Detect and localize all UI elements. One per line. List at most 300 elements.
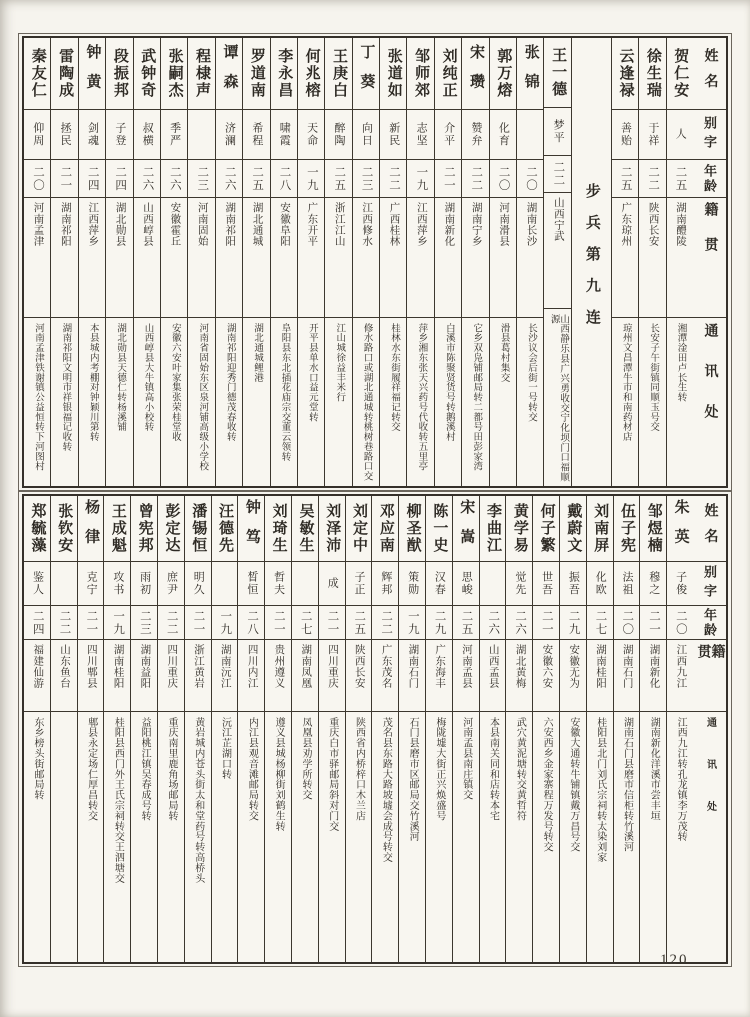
origin-cell-text: 湖南桂阳 bbox=[112, 644, 124, 689]
courtesy-cell-text: 攻书 bbox=[111, 571, 124, 596]
contact-cell-text: 河南孟县南庄镇交 bbox=[460, 717, 472, 801]
contact-cell bbox=[614, 712, 640, 962]
contact-cell bbox=[435, 318, 461, 486]
courtesy-cell bbox=[667, 562, 693, 606]
origin-cell-text: 四川内江 bbox=[246, 644, 258, 689]
row-header-courtesy-label: 别字 bbox=[702, 115, 717, 154]
name-cell-text: 伍子宪 bbox=[619, 503, 635, 554]
name-cell bbox=[667, 496, 693, 562]
name-cell bbox=[238, 496, 264, 562]
contact-cell-text: 茂名县东路大路坡墟会成号转交 bbox=[380, 717, 392, 863]
origin-cell bbox=[79, 198, 105, 318]
age-cell-text: 二三 bbox=[138, 609, 151, 636]
contact-cell bbox=[667, 712, 693, 962]
name-cell-text: 王庚白 bbox=[331, 48, 347, 99]
contact-cell-text: 湖北通城鲤港 bbox=[252, 323, 263, 383]
name-cell-text: 谭森 bbox=[221, 44, 238, 103]
contact-cell-text: 安徽六安叶家集张荣桂堂收 bbox=[169, 323, 180, 442]
origin-cell bbox=[399, 640, 425, 712]
row-header-contact-label: 通讯处 bbox=[704, 717, 716, 843]
origin-cell-text: 广东琼州 bbox=[620, 202, 632, 247]
name-cell-text: 柳圣猷 bbox=[404, 503, 421, 554]
origin-cell-text: 广西桂林 bbox=[388, 202, 400, 247]
name-cell-text: 程棣声 bbox=[194, 48, 211, 99]
contact-cell-text: 萍乡湘东张天兴药号代收转五里亭 bbox=[416, 323, 427, 472]
age-cell bbox=[212, 606, 238, 640]
age-cell-text: 二五 bbox=[674, 165, 687, 192]
age-cell bbox=[319, 606, 345, 640]
origin-cell-text: 贵州遵义 bbox=[273, 644, 285, 689]
contact-cell bbox=[24, 318, 50, 486]
contact-cell bbox=[407, 318, 433, 486]
person-column bbox=[489, 38, 516, 486]
age-cell bbox=[407, 160, 433, 198]
courtesy-cell bbox=[453, 562, 479, 606]
contact-cell-text: 河南孟津铁谢镇公益恒转下河图村 bbox=[32, 323, 43, 472]
row-header-courtesy-label: 别字 bbox=[702, 564, 717, 603]
courtesy-cell bbox=[188, 110, 214, 160]
name-cell bbox=[24, 496, 50, 562]
courtesy-cell-text: 希程 bbox=[250, 122, 263, 147]
age-cell-text: 二二 bbox=[647, 165, 660, 192]
age-cell-text: 二一 bbox=[648, 609, 661, 636]
contact-cell bbox=[216, 318, 242, 486]
person-column bbox=[559, 496, 586, 962]
name-cell bbox=[346, 496, 372, 562]
age-cell bbox=[158, 606, 184, 640]
row-header-origin bbox=[693, 640, 726, 712]
origin-cell bbox=[265, 640, 291, 712]
origin-cell-text: 安徽霍丘 bbox=[169, 202, 181, 247]
courtesy-cell bbox=[158, 562, 184, 606]
person-column bbox=[50, 496, 77, 962]
row-header-column bbox=[693, 38, 726, 486]
origin-cell bbox=[51, 198, 77, 318]
origin-cell-text: 安徽六安 bbox=[541, 644, 553, 689]
name-cell-text: 李永昌 bbox=[276, 48, 293, 99]
contact-cell bbox=[319, 712, 345, 962]
row-header-courtesy bbox=[693, 110, 726, 160]
age-cell bbox=[614, 606, 640, 640]
person-column bbox=[215, 38, 242, 486]
courtesy-cell-text: 穆之 bbox=[647, 571, 660, 596]
name-cell-text: 丁葵 bbox=[358, 44, 375, 103]
contact-cell-text: 江西九江转孔龙镇李万茂转 bbox=[675, 717, 687, 842]
age-cell bbox=[216, 160, 242, 198]
courtesy-cell bbox=[265, 562, 291, 606]
name-cell bbox=[544, 38, 570, 108]
courtesy-cell-text: 觉先 bbox=[513, 571, 526, 596]
contact-cell-text: 陕西省内桥梓口木兰店 bbox=[353, 717, 365, 821]
origin-cell bbox=[292, 640, 318, 712]
origin-cell bbox=[243, 198, 269, 318]
row-header-age bbox=[693, 606, 726, 640]
origin-cell bbox=[533, 640, 559, 712]
courtesy-cell-text: 振吾 bbox=[567, 571, 580, 596]
name-cell bbox=[380, 38, 406, 110]
origin-cell bbox=[346, 640, 372, 712]
contact-cell bbox=[640, 712, 666, 962]
origin-cell-text: 陕西长安 bbox=[353, 644, 365, 689]
contact-cell bbox=[131, 712, 157, 962]
age-cell-text: 二五 bbox=[460, 609, 473, 636]
name-cell-text: 郭万熔 bbox=[495, 48, 512, 99]
person-column bbox=[586, 496, 613, 962]
origin-cell-text: 广东开平 bbox=[306, 202, 318, 247]
age-cell-text: 二一 bbox=[326, 609, 339, 636]
name-cell bbox=[188, 38, 214, 110]
age-cell-text: 二〇 bbox=[524, 165, 537, 192]
page-number: 120 bbox=[660, 952, 689, 968]
name-cell bbox=[292, 496, 318, 562]
name-cell-text: 汪德先 bbox=[217, 503, 234, 554]
age-cell bbox=[104, 606, 130, 640]
contact-cell bbox=[78, 712, 104, 962]
row-header-name bbox=[693, 496, 726, 562]
origin-cell bbox=[319, 640, 345, 712]
name-cell-text: 黄学易 bbox=[511, 503, 528, 554]
origin-cell-text: 广东海丰 bbox=[434, 644, 446, 689]
age-cell-text: 二三 bbox=[360, 165, 373, 192]
name-cell-text: 贺仁安 bbox=[672, 48, 689, 99]
age-cell-text: 二一 bbox=[85, 609, 98, 636]
person-column bbox=[24, 496, 50, 962]
age-cell bbox=[298, 160, 324, 198]
courtesy-cell bbox=[216, 110, 242, 160]
contact-cell-text: 武穴黄泥塘转交黄哲符 bbox=[514, 717, 526, 821]
person-column bbox=[543, 38, 570, 486]
courtesy-cell bbox=[544, 108, 570, 156]
courtesy-cell-text: 善贻 bbox=[619, 122, 632, 147]
name-cell-text: 刘南屏 bbox=[592, 503, 609, 554]
name-cell-text: 邹师郊 bbox=[413, 48, 430, 99]
courtesy-cell-text: 哲夫 bbox=[272, 571, 285, 596]
contact-cell-text: 阜阳县东北插花庙宗交董云领转 bbox=[279, 323, 290, 462]
courtesy-cell bbox=[667, 110, 693, 160]
name-cell bbox=[106, 38, 132, 110]
person-column bbox=[613, 496, 640, 962]
courtesy-cell bbox=[325, 110, 351, 160]
courtesy-cell-text: 思峻 bbox=[460, 571, 473, 596]
age-cell-text: 二六 bbox=[168, 165, 181, 192]
contact-cell bbox=[667, 318, 693, 486]
courtesy-cell bbox=[185, 562, 211, 606]
courtesy-cell bbox=[161, 110, 187, 160]
origin-cell-text: 湖南祁阳 bbox=[224, 202, 236, 247]
age-cell bbox=[188, 160, 214, 198]
name-cell bbox=[185, 496, 211, 562]
courtesy-cell bbox=[639, 110, 665, 160]
name-cell bbox=[319, 496, 345, 562]
origin-cell bbox=[78, 640, 104, 712]
name-cell-text: 何兆榕 bbox=[303, 48, 320, 99]
origin-cell bbox=[325, 198, 351, 318]
contact-cell-text: 沅江芷湖口转 bbox=[219, 717, 231, 780]
person-column bbox=[452, 496, 479, 962]
age-cell bbox=[399, 606, 425, 640]
name-cell-text: 徐生瑞 bbox=[644, 48, 661, 99]
origin-cell bbox=[667, 198, 693, 318]
courtesy-cell bbox=[506, 562, 532, 606]
name-cell-text: 刘定中 bbox=[351, 503, 368, 554]
age-cell bbox=[480, 606, 506, 640]
origin-cell-text: 湖南沅江 bbox=[219, 644, 231, 689]
name-cell bbox=[134, 38, 160, 110]
age-cell bbox=[24, 160, 50, 198]
courtesy-cell bbox=[243, 110, 269, 160]
age-cell bbox=[517, 160, 543, 198]
contact-cell bbox=[506, 712, 532, 962]
contact-cell-text: 河南省固始东区泉河铺高级小学校 bbox=[197, 323, 208, 472]
courtesy-cell bbox=[533, 562, 559, 606]
name-cell-text: 杨律 bbox=[83, 499, 100, 558]
contact-cell bbox=[79, 318, 105, 486]
person-column bbox=[479, 496, 506, 962]
contact-cell-text: 郫县永定场仁厚昌转交 bbox=[85, 717, 97, 821]
name-cell bbox=[506, 496, 532, 562]
person-column bbox=[516, 38, 543, 486]
contact-cell bbox=[639, 318, 665, 486]
origin-cell-text: 湖北黄梅 bbox=[514, 644, 526, 689]
courtesy-cell bbox=[426, 562, 452, 606]
age-cell-text: 一九 bbox=[305, 165, 318, 192]
origin-cell bbox=[104, 640, 130, 712]
age-cell-text: 二一 bbox=[59, 165, 72, 192]
person-column bbox=[666, 38, 693, 486]
name-cell-text: 戴蔚文 bbox=[565, 503, 582, 554]
name-cell bbox=[325, 38, 351, 110]
contact-cell bbox=[106, 318, 132, 486]
courtesy-cell bbox=[380, 110, 406, 160]
origin-cell bbox=[462, 198, 488, 318]
age-cell bbox=[265, 606, 291, 640]
courtesy-cell-text: 庶尹 bbox=[165, 571, 178, 596]
origin-cell-text: 湖北勋县 bbox=[114, 202, 126, 247]
contact-cell-text: 内江县观音滩邮局转交 bbox=[246, 717, 258, 821]
contact-cell-text: 江山城徐益丰米行 bbox=[334, 323, 345, 403]
person-column bbox=[270, 38, 297, 486]
name-cell bbox=[298, 38, 324, 110]
courtesy-cell bbox=[407, 110, 433, 160]
courtesy-cell bbox=[51, 110, 77, 160]
origin-cell-text: 湖南祁阳 bbox=[59, 202, 71, 247]
courtesy-cell bbox=[435, 110, 461, 160]
age-cell bbox=[106, 160, 132, 198]
contact-cell-text: 修水路口或湖北通城转桃树巷路口交 bbox=[361, 323, 372, 482]
age-cell bbox=[490, 160, 516, 198]
courtesy-cell bbox=[271, 110, 297, 160]
contact-cell bbox=[372, 712, 398, 962]
name-cell bbox=[216, 38, 242, 110]
contact-cell bbox=[24, 712, 50, 962]
age-cell bbox=[271, 160, 297, 198]
age-cell bbox=[51, 606, 77, 640]
name-cell-text: 彭定达 bbox=[163, 503, 180, 554]
origin-cell bbox=[353, 198, 379, 318]
name-cell bbox=[161, 38, 187, 110]
name-cell-text: 刘泽沛 bbox=[324, 503, 341, 554]
age-cell bbox=[639, 160, 665, 198]
age-cell bbox=[640, 606, 666, 640]
contact-cell bbox=[212, 712, 238, 962]
row-header-courtesy bbox=[693, 562, 726, 606]
name-cell bbox=[587, 496, 613, 562]
contact-cell-text: 它乡双凫铺邮局转二都号田彭家湾 bbox=[471, 323, 482, 472]
row-header-age-label: 年龄 bbox=[702, 163, 717, 194]
age-cell-text: 一九 bbox=[406, 609, 419, 636]
courtesy-cell-text: 克宁 bbox=[85, 571, 98, 596]
person-column bbox=[352, 38, 379, 486]
name-cell bbox=[435, 38, 461, 110]
age-cell bbox=[544, 156, 570, 193]
origin-cell-text: 河南固始 bbox=[196, 202, 208, 247]
origin-cell bbox=[372, 640, 398, 712]
age-cell bbox=[131, 606, 157, 640]
age-cell-text: 二七 bbox=[299, 609, 312, 636]
name-cell bbox=[24, 38, 50, 110]
name-cell bbox=[78, 496, 104, 562]
origin-cell-text: 湖南宁乡 bbox=[470, 202, 482, 247]
courtesy-cell-text: 子正 bbox=[353, 571, 366, 596]
name-cell bbox=[104, 496, 130, 562]
contact-cell-text: 重庆白市驿邮局斜对门交 bbox=[326, 717, 338, 832]
origin-cell-text: 湖南醴陵 bbox=[675, 202, 687, 247]
person-column bbox=[78, 38, 105, 486]
courtesy-cell bbox=[480, 562, 506, 606]
contact-cell-text: 黄岩城内苍头街太和堂药号转高桥头 bbox=[192, 717, 204, 884]
person-column bbox=[611, 38, 638, 486]
contact-cell-text: 遵义县城杨柳街刘鹤生转 bbox=[273, 717, 285, 832]
contact-cell bbox=[426, 712, 452, 962]
age-cell bbox=[380, 160, 406, 198]
age-cell bbox=[560, 606, 586, 640]
name-cell bbox=[614, 496, 640, 562]
row-header-name-label: 姓名 bbox=[702, 47, 718, 100]
name-cell-text: 张嗣杰 bbox=[166, 48, 183, 99]
contact-cell bbox=[612, 318, 638, 486]
age-cell bbox=[462, 160, 488, 198]
origin-cell-text: 湖南益阳 bbox=[139, 644, 151, 689]
name-cell-text: 钟黄 bbox=[84, 44, 101, 103]
contact-cell-text: 安徽大通转牛铺镇戴万昌号交 bbox=[567, 717, 579, 853]
courtesy-cell bbox=[212, 562, 238, 606]
age-cell-text: 二〇 bbox=[674, 609, 687, 636]
origin-cell bbox=[158, 640, 184, 712]
age-cell bbox=[325, 160, 351, 198]
name-cell bbox=[407, 38, 433, 110]
courtesy-cell bbox=[131, 562, 157, 606]
courtesy-cell-text: 化欧 bbox=[594, 571, 607, 596]
origin-cell bbox=[407, 198, 433, 318]
origin-cell-text: 湖南长沙 bbox=[525, 202, 537, 247]
directory-table-top bbox=[22, 36, 728, 488]
contact-cell bbox=[462, 318, 488, 486]
person-column bbox=[211, 496, 238, 962]
contact-cell-text: 本县南关同和店转本宅 bbox=[487, 717, 499, 821]
name-cell-text: 段振邦 bbox=[111, 48, 128, 99]
origin-cell-text: 福建仙游 bbox=[32, 644, 44, 689]
age-cell-text: 二六 bbox=[514, 609, 527, 636]
name-cell-text: 刘纯正 bbox=[440, 48, 457, 99]
courtesy-cell bbox=[346, 562, 372, 606]
origin-cell bbox=[612, 198, 638, 318]
contact-cell bbox=[346, 712, 372, 962]
person-column bbox=[187, 38, 214, 486]
courtesy-cell bbox=[51, 562, 77, 606]
name-cell-text: 张道如 bbox=[385, 48, 402, 99]
age-cell-text: 二〇 bbox=[497, 165, 510, 192]
origin-cell bbox=[614, 640, 640, 712]
contact-cell bbox=[587, 712, 613, 962]
origin-cell bbox=[426, 640, 452, 712]
origin-cell-text: 湖南新化 bbox=[443, 202, 455, 247]
row-header-origin-label: 籍贯 bbox=[695, 644, 725, 679]
courtesy-cell bbox=[104, 562, 130, 606]
person-column bbox=[291, 496, 318, 962]
contact-cell bbox=[453, 712, 479, 962]
name-cell-text: 雷陶成 bbox=[57, 48, 74, 99]
origin-cell bbox=[134, 198, 160, 318]
contact-cell bbox=[380, 318, 406, 486]
origin-cell-text: 湖南石门 bbox=[621, 644, 633, 689]
person-column bbox=[345, 496, 372, 962]
name-cell-text: 邹煜楠 bbox=[645, 503, 662, 554]
origin-cell bbox=[188, 198, 214, 318]
origin-cell-text: 江西萍乡 bbox=[87, 202, 99, 247]
age-cell-text: 二二 bbox=[58, 609, 71, 636]
origin-cell-text: 湖南凤凰 bbox=[300, 644, 312, 689]
courtesy-cell-text: 策勋 bbox=[406, 571, 419, 596]
age-cell bbox=[372, 606, 398, 640]
origin-cell-text: 江西修水 bbox=[361, 202, 373, 247]
age-cell-text: 二二 bbox=[388, 165, 401, 192]
courtesy-cell bbox=[372, 562, 398, 606]
name-cell-text: 张锦 bbox=[522, 44, 539, 103]
contact-cell bbox=[353, 318, 379, 486]
name-cell-text: 郑毓藻 bbox=[29, 503, 46, 554]
courtesy-cell bbox=[79, 110, 105, 160]
age-cell-text: 二二 bbox=[165, 609, 178, 636]
contact-cell-text: 凤凰县劝学所转交 bbox=[299, 717, 311, 801]
age-cell bbox=[51, 160, 77, 198]
courtesy-cell-text: 啸霞 bbox=[278, 122, 291, 147]
person-column bbox=[50, 38, 77, 486]
age-cell-text: 二五 bbox=[353, 609, 366, 636]
name-cell bbox=[353, 38, 379, 110]
age-cell-text: 二七 bbox=[594, 609, 607, 636]
contact-cell bbox=[188, 318, 214, 486]
person-column bbox=[406, 38, 433, 486]
name-cell bbox=[158, 496, 184, 562]
contact-cell bbox=[325, 318, 351, 486]
courtesy-cell-text: 鉴人 bbox=[31, 571, 44, 596]
row-header-contact bbox=[693, 318, 726, 486]
age-cell-text: 二二 bbox=[380, 609, 393, 636]
contact-cell bbox=[298, 318, 324, 486]
age-cell bbox=[667, 606, 693, 640]
origin-cell bbox=[640, 640, 666, 712]
courtesy-cell bbox=[399, 562, 425, 606]
row-header-origin-label: 籍贯 bbox=[702, 202, 718, 272]
name-cell bbox=[271, 38, 297, 110]
contact-cell-text: 山西崞县大牛镇高小校转 bbox=[142, 323, 153, 432]
origin-cell bbox=[212, 640, 238, 712]
age-cell-text: 二四 bbox=[114, 165, 127, 192]
name-cell bbox=[640, 496, 666, 562]
person-column bbox=[157, 496, 184, 962]
origin-cell-text: 湖南石门 bbox=[407, 644, 419, 689]
name-cell bbox=[131, 496, 157, 562]
